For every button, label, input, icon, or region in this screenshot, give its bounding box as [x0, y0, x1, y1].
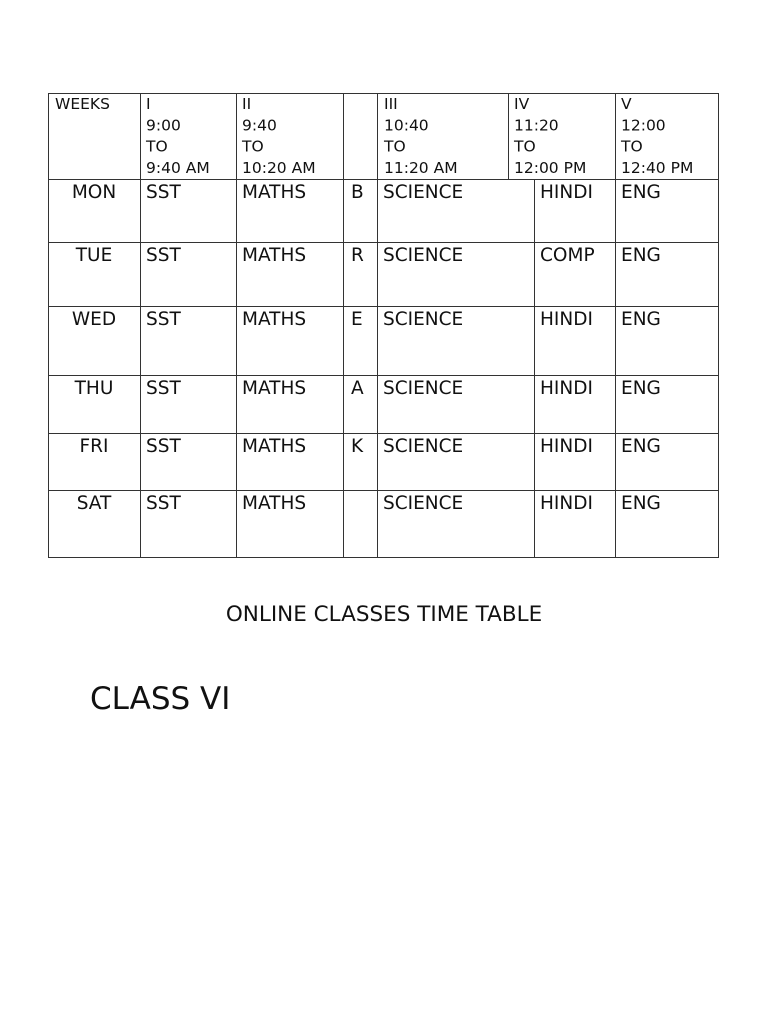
subject-cell: ENG [621, 378, 661, 399]
timetable [48, 93, 719, 558]
day-label-fri: FRI [79, 436, 109, 457]
header-weeks: WEEKS [55, 95, 110, 113]
header-period-iv: 11:20 [514, 116, 559, 135]
subject-cell: HINDI [540, 436, 593, 457]
header-period-ii: 10:20 AM [242, 158, 316, 177]
class-label: CLASS VI [90, 681, 231, 717]
subject-cell: MATHS [242, 436, 307, 457]
subject-cell: MATHS [242, 245, 307, 266]
header-period-iii: 10:40 [384, 116, 429, 135]
subject-cell: MATHS [242, 309, 307, 330]
break-letter: A [351, 378, 364, 399]
day-label-thu: THU [74, 378, 114, 399]
header-period-v: TO [621, 137, 643, 156]
subject-cell: SCIENCE [383, 245, 464, 266]
subject-cell: MATHS [242, 493, 307, 514]
subject-cell: SST [146, 493, 181, 514]
header-period-v: 12:00 [621, 116, 666, 135]
header-period-iii: 11:20 AM [384, 158, 458, 177]
subject-cell: SCIENCE [383, 436, 464, 457]
header-period-ii: 9:40 [242, 116, 277, 135]
subject-cell: HINDI [540, 182, 593, 203]
subject-cell: ENG [621, 245, 661, 266]
header-period-iv: TO [514, 137, 536, 156]
header-period-iv: IV [514, 95, 530, 113]
break-letter: E [351, 309, 363, 330]
subject-cell: SCIENCE [383, 378, 464, 399]
header-period-i: I [146, 95, 151, 113]
header-period-v: 12:40 PM [621, 158, 694, 177]
subject-cell: SST [146, 378, 181, 399]
header-period-i: 9:00 [146, 116, 181, 135]
header-period-i: 9:40 AM [146, 158, 210, 177]
subject-cell: HINDI [540, 378, 593, 399]
header-period-i: TO [146, 137, 168, 156]
subject-cell: COMP [540, 245, 595, 266]
subject-cell: SST [146, 436, 181, 457]
subject-cell: HINDI [540, 309, 593, 330]
subject-cell: MATHS [242, 378, 307, 399]
subject-cell: ENG [621, 493, 661, 514]
timetable-caption: ONLINE CLASSES TIME TABLE [225, 602, 543, 627]
break-letter: B [351, 182, 364, 203]
day-label-sat: SAT [76, 493, 112, 514]
subject-cell: HINDI [540, 493, 593, 514]
subject-cell: SST [146, 245, 181, 266]
day-label-mon: MON [71, 182, 117, 203]
header-period-iii: III [384, 95, 398, 113]
day-label-wed: WED [71, 309, 117, 330]
subject-cell: SST [146, 182, 181, 203]
subject-cell: SCIENCE [383, 182, 464, 203]
day-label-tue: TUE [75, 245, 113, 266]
subject-cell: MATHS [242, 182, 307, 203]
header-period-iii: TO [384, 137, 406, 156]
subject-cell: SCIENCE [383, 309, 464, 330]
header-period-ii: TO [242, 137, 264, 156]
header-period-iv: 12:00 PM [514, 158, 587, 177]
subject-cell: ENG [621, 436, 661, 457]
break-letter: K [351, 436, 364, 457]
subject-cell: ENG [621, 182, 661, 203]
header-period-ii: II [242, 95, 252, 113]
subject-cell: SCIENCE [383, 493, 464, 514]
break-letter: R [351, 245, 364, 266]
subject-cell: SST [146, 309, 181, 330]
subject-cell: ENG [621, 309, 661, 330]
header-period-v: V [621, 95, 632, 113]
